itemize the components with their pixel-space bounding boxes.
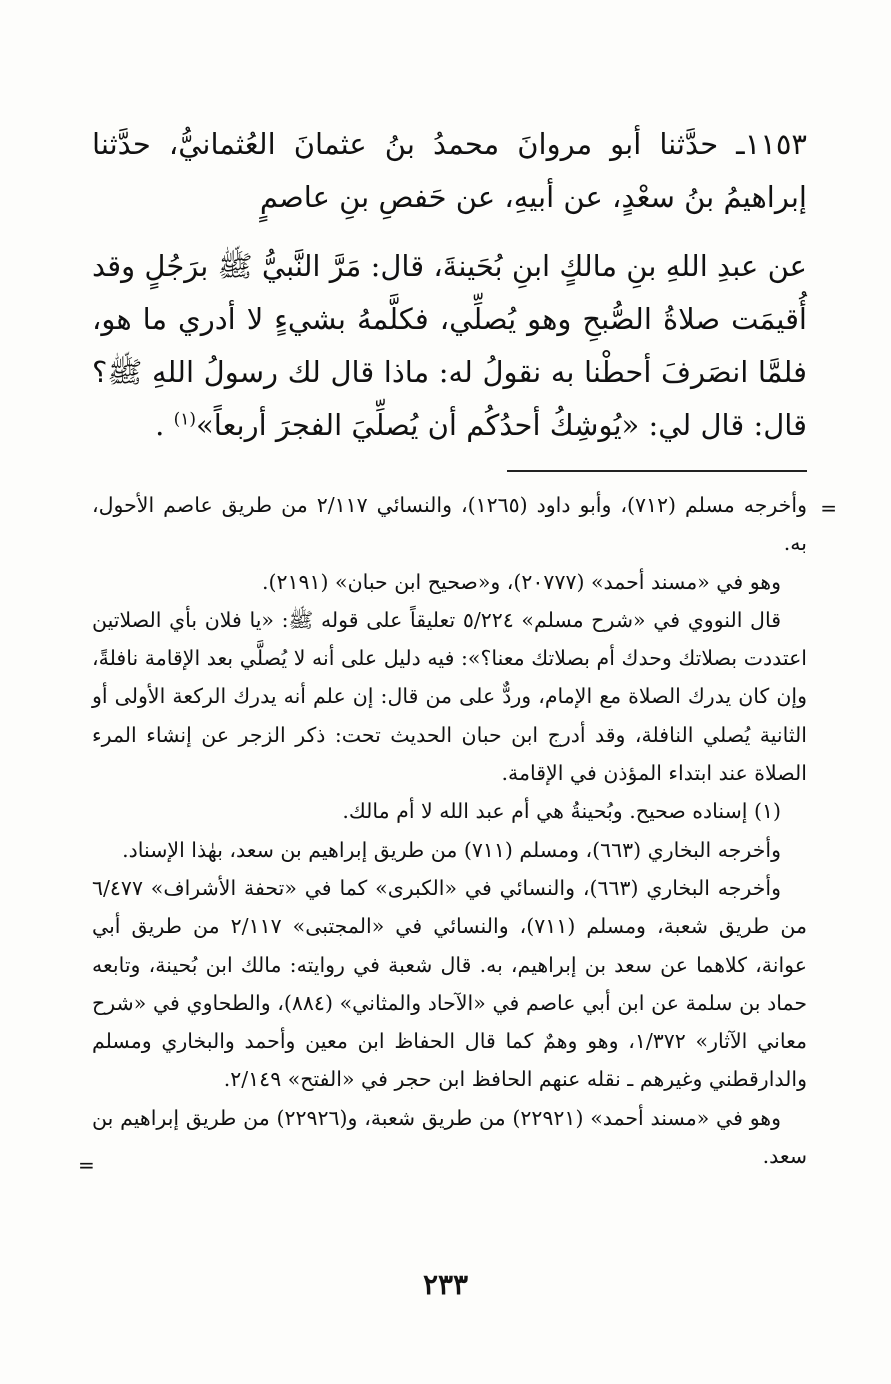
hadith-matn [92, 240, 807, 452]
continuation-marker-top: = [820, 496, 837, 520]
footnote-separator [507, 470, 807, 472]
note-paragraph: وهو في «مسند أحمد» (٢٢٩٢١) من طريق شعبة، و(٢٢٩٢٦) من طريق إبراهيم بن سعد. [92, 1105, 807, 1169]
hadith-text [92, 118, 807, 452]
note-paragraph: وهو في «مسند أحمد» (٢٠٧٧٧)، و«صحيح ابن حبان» (٢١٩١). [261, 569, 781, 594]
hadith-end-mark: . [155, 408, 165, 442]
footnote-reference[interactable]: (١) [173, 409, 196, 430]
continuation-marker-bottom: = [78, 1153, 95, 1178]
hadith-matn-text: عن عبدِ اللهِ بنِ مالكٍ ابنِ بُحَينةَ، قال: مَرَّ النَّبيُّ ﷺ برَجُلٍ وقد أُقيمَت صلاةُ الصُّبحِ وهو يُصلِّي، فكلَّمهُ بشيءٍ لا أدري ما هو، فلمَّا انصَرفَ أحطْنا به نقولُ له: ماذا قال لك رسولُ اللهِ ﷺ؟ قال: قال لي: «يُوشِكُ أحدُكُم أن يُصلِّيَ الفجرَ أربعاً» [92, 249, 807, 442]
footnotes [78, 486, 837, 1178]
note-paragraph: وأخرجه البخاري (٦٦٣)، ومسلم (٧١١) من طريق إبراهيم بن سعد، بهٰذا الإسناد. [122, 837, 781, 862]
page-number: ٢٣٣ [422, 1268, 469, 1301]
note-paragraph: وأخرجه مسلم (٧١٢)، وأبو داود (١٢٦٥)، والنسائي ٢/١١٧ من طريق عاصم الأحول، به. [92, 493, 807, 556]
hadith-isnad: ١١٥٣ـ حدَّثنا أبو مروانَ محمدُ بنُ عثمانَ العُثمانيُّ، حدَّثنا إبراهيمُ بنُ سعْدٍ، عن أبيهِ، عن حَفصِ بنِ عاصمٍ [92, 127, 807, 214]
footnote-1: (١) إسناده صحيح. وبُحينةُ هي أم عبد الله لا أم مالك. [342, 799, 781, 824]
note-paragraph: قال النووي في «شرح مسلم» ٥/٢٢٤ تعليقاً على قوله ﷺ: «يا فلان بأي الصلاتين اعتددت بصلاتك وحدك أم بصلاتك معنا؟»: فيه دليل على أنه لا يُصلَّي بعد الإقامة نافلةً، وإن كان يدرك الصلاة مع الإمام، وردٌّ على من قال: إن علم أنه يدرك الركعة الأولى أو الثانية يُصلي النافلة، وقد أدرج ابن حبان الحديث تحت: ذكر الزجر عن إنشاء المرء الصلاة عند ابتداء المؤذن في الإقامة. [92, 607, 807, 786]
note-paragraph: وأخرجه البخاري (٦٦٣)، والنسائي في «الكبرى» كما في «تحفة الأشراف» ٦/٤٧٧ من طريق شعبة، ومسلم (٧١١)، والنسائي في «المجتبى» ٢/١١٧ من طريق أبي عوانة، كلاهما عن سعد بن إبراهيم، به. قال شعبة في روايته: مالك ابن بُحينة، وتابعه حماد بن سلمة عن ابن أبي عاصم في «الآحاد والمثاني» (٨٨٤)، والطحاوي في «شرح معاني الآثار» ١/٣٧٢، وهو وهمٌ كما قال الحفاظ ابن معين وأحمد والبخاري ومسلم والدارقطني وغيرهم ـ نقله عنهم الحافظ ابن حجر في «الفتح» ٢/١٤٩. [92, 875, 807, 1092]
